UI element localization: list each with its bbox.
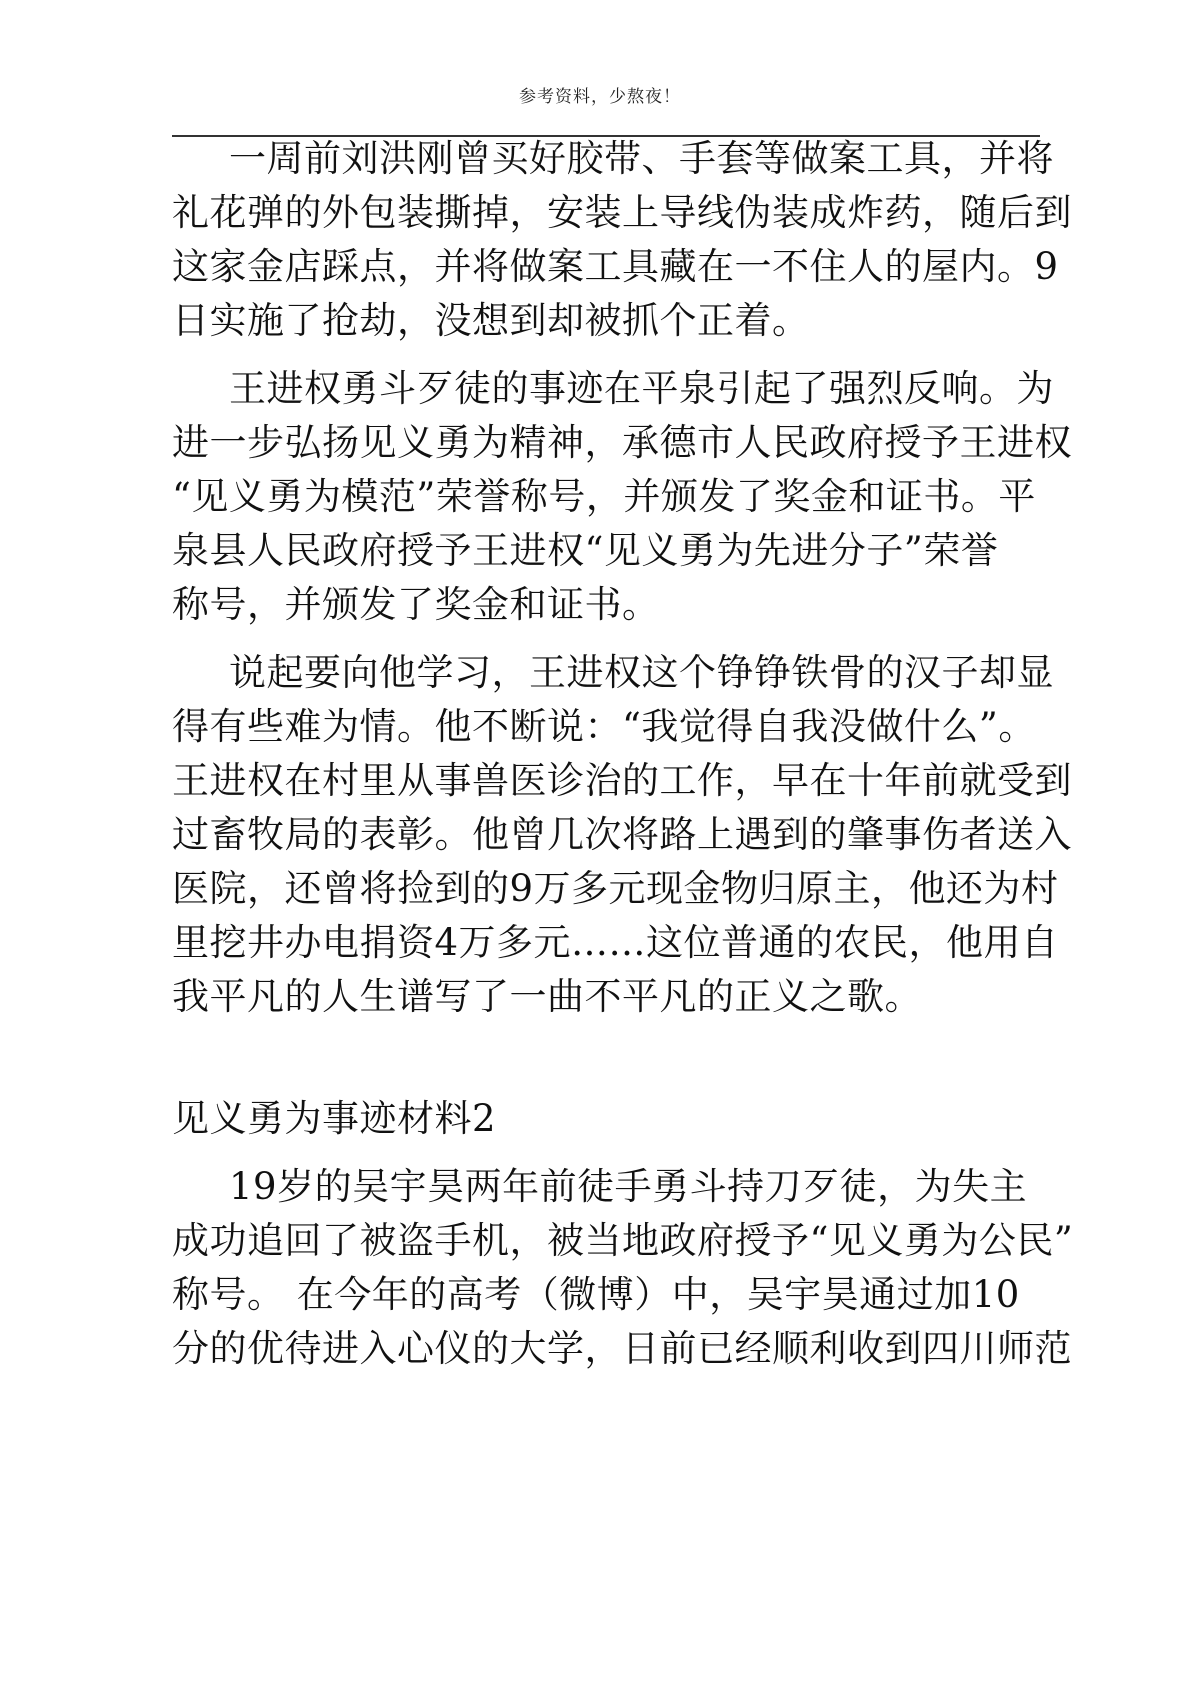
paragraph-line: 医院，还曾将捡到的9万多元现金物归原主，他还为村 — [172, 867, 1059, 910]
page-header: 参考资料，少熬夜！ — [519, 87, 681, 107]
paragraph-line: 王进权在村里从事兽医诊治的工作，早在十年前就受到 — [172, 759, 1072, 802]
paragraph-line: 我平凡的人生谱写了一曲不平凡的正义之歌。 — [172, 975, 922, 1018]
paragraph-line: 这家金店踩点，并将做案工具藏在一不住人的屋内。9 — [172, 245, 1059, 288]
paragraph-line: 过畜牧局的表彰。他曾几次将路上遇到的肇事伤者送入 — [172, 813, 1072, 856]
paragraph-line: “见义勇为模范”荣誉称号，并颁发了奖金和证书。平 — [172, 475, 1036, 518]
paragraph-line: 19岁的吴宇昊两年前徒手勇斗持刀歹徒，为失主 — [229, 1165, 1028, 1208]
paragraph-line: 说起要向他学习，王进权这个铮铮铁骨的汉子却显 — [229, 651, 1054, 694]
paragraph-line: 泉县人民政府授予王进权“见义勇为先进分子”荣誉 — [172, 529, 999, 572]
paragraph-line: 进一步弘扬见义勇为精神，承德市人民政府授予王进权 — [172, 421, 1072, 464]
paragraph-line: 成功追回了被盗手机，被当地政府授予“见义勇为公民” — [172, 1219, 1074, 1262]
section-heading: 见义勇为事迹材料2 — [172, 1097, 497, 1140]
paragraph-line: 称号。 在今年的高考（微博）中，吴宇昊通过加10 — [172, 1273, 1020, 1316]
paragraph-line: 礼花弹的外包装撕掉，安装上导线伪装成炸药，随后到 — [172, 191, 1072, 234]
paragraph-line: 称号，并颁发了奖金和证书。 — [172, 583, 660, 626]
paragraph-line: 日实施了抢劫，没想到却被抓个正着。 — [172, 299, 810, 342]
paragraph-line: 王进权勇斗歹徒的事迹在平泉引起了强烈反响。为 — [229, 367, 1054, 410]
paragraph-line: 分的优待进入心仪的大学，日前已经顺利收到四川师范 — [172, 1327, 1072, 1370]
paragraph-line: 一周前刘洪刚曾买好胶带、手套等做案工具，并将 — [229, 137, 1054, 180]
paragraph-line: 里挖井办电捐资4万多元……这位普通的农民，他用自 — [172, 921, 1059, 964]
paragraph-line: 得有些难为情。他不断说：“我觉得自我没做什么”。 — [172, 705, 1036, 748]
